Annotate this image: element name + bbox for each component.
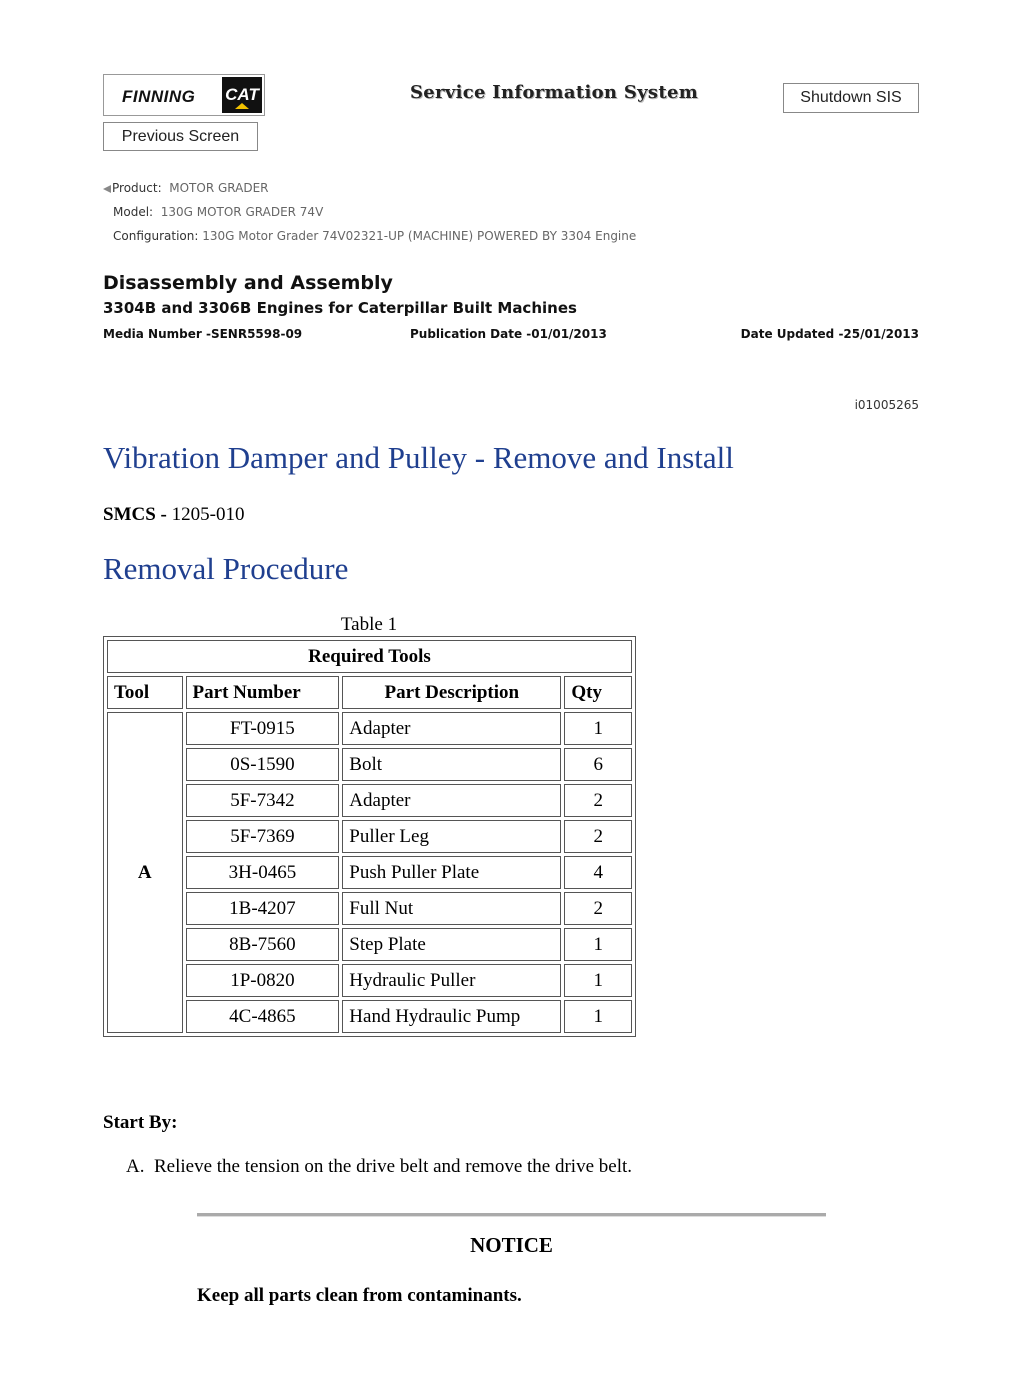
part-description-cell: Full Nut xyxy=(342,892,561,925)
table-row xyxy=(107,964,632,997)
part-description-cell: Step Plate xyxy=(342,928,561,961)
column-header-part-number: Part Number xyxy=(186,676,340,709)
part-description-cell: Push Puller Plate xyxy=(342,856,561,889)
part-description-cell: Hand Hydraulic Pump xyxy=(342,1000,561,1033)
notice-heading: NOTICE xyxy=(470,1233,553,1257)
table-row xyxy=(107,928,632,961)
table-row xyxy=(107,1000,632,1033)
smcs-label: SMCS - xyxy=(103,504,167,525)
part-description-cell: Puller Leg xyxy=(342,820,561,853)
qty-cell: 2 xyxy=(564,892,632,925)
document-id: i01005265 xyxy=(854,398,919,412)
table-caption: Table 1 xyxy=(340,614,398,635)
part-number-cell: 8B-7560 xyxy=(186,928,340,961)
back-arrow-icon[interactable] xyxy=(103,185,111,193)
table-row xyxy=(107,892,632,925)
table-row xyxy=(107,856,632,889)
qty-cell: 1 xyxy=(564,928,632,961)
page-title: Vibration Damper and Pulley - Remove and Install xyxy=(103,440,734,475)
column-header-part-description: Part Description xyxy=(342,676,561,709)
part-description-cell: Hydraulic Puller xyxy=(342,964,561,997)
part-number-cell: 3H-0465 xyxy=(186,856,340,889)
system-title: Service Information System xyxy=(410,82,699,103)
table-title: Required Tools xyxy=(107,640,632,673)
start-by-label: Start By: xyxy=(103,1112,178,1133)
part-number-cell: 5F-7342 xyxy=(186,784,340,817)
product-line xyxy=(103,181,269,195)
part-description-cell: Adapter xyxy=(342,784,561,817)
step-a-label: A. xyxy=(126,1156,145,1177)
part-number-cell: 1B-4207 xyxy=(186,892,340,925)
notice-divider xyxy=(197,1213,826,1217)
smcs-value: 1205-010 xyxy=(171,504,245,525)
column-header-tool: Tool xyxy=(107,676,183,709)
qty-cell: 4 xyxy=(564,856,632,889)
config-value: 130G Motor Grader 74V02321-UP (MACHINE) POWERED BY 3304 Engine xyxy=(202,229,637,243)
table-row xyxy=(107,784,632,817)
model-label: Model: xyxy=(113,205,154,219)
part-number-cell: 4C-4865 xyxy=(186,1000,340,1033)
qty-cell: 6 xyxy=(564,748,632,781)
model-value: 130G MOTOR GRADER 74V xyxy=(160,205,324,219)
tool-group-cell: A xyxy=(107,712,183,1033)
part-description-cell: Adapter xyxy=(342,712,561,745)
qty-cell: 1 xyxy=(564,964,632,997)
media-number: Media Number -SENR5598-09 xyxy=(103,327,303,341)
product-value: MOTOR GRADER xyxy=(169,181,269,195)
smcs-code xyxy=(103,504,244,526)
configuration-line xyxy=(113,229,636,243)
qty-cell: 1 xyxy=(564,712,632,745)
column-header-qty: Qty xyxy=(564,676,632,709)
part-number-cell: 1P-0820 xyxy=(186,964,340,997)
previous-screen-button[interactable]: Previous Screen xyxy=(103,122,258,151)
part-number-cell: FT-0915 xyxy=(186,712,340,745)
step-a xyxy=(126,1156,632,1178)
product-label: Product: xyxy=(112,181,162,195)
model-line xyxy=(113,205,323,219)
qty-cell: 1 xyxy=(564,1000,632,1033)
section-title: Removal Procedure xyxy=(103,551,349,586)
publication-date: Publication Date -01/01/2013 xyxy=(410,327,607,341)
logo-text: FINNING xyxy=(122,87,196,106)
shutdown-sis-button[interactable]: Shutdown SIS xyxy=(783,83,919,113)
part-number-cell: 0S-1590 xyxy=(186,748,340,781)
required-tools-table xyxy=(103,636,636,1037)
table-row xyxy=(107,712,632,745)
config-label: Configuration: xyxy=(113,229,199,243)
finning-cat-logo xyxy=(103,74,265,116)
table-row xyxy=(107,820,632,853)
qty-cell: 2 xyxy=(564,820,632,853)
part-description-cell: Bolt xyxy=(342,748,561,781)
qty-cell: 2 xyxy=(564,784,632,817)
cat-logo-icon: CAT xyxy=(222,77,262,113)
notice-text: Keep all parts clean from contaminants. xyxy=(197,1285,522,1306)
part-number-cell: 5F-7369 xyxy=(186,820,340,853)
document-subtitle: 3304B and 3306B Engines for Caterpillar Built Machines xyxy=(103,299,577,317)
document-type: Disassembly and Assembly xyxy=(103,272,393,294)
date-updated: Date Updated -25/01/2013 xyxy=(740,327,919,341)
step-a-text: Relieve the tension on the drive belt and remove the drive belt. xyxy=(153,1156,632,1177)
table-row xyxy=(107,748,632,781)
